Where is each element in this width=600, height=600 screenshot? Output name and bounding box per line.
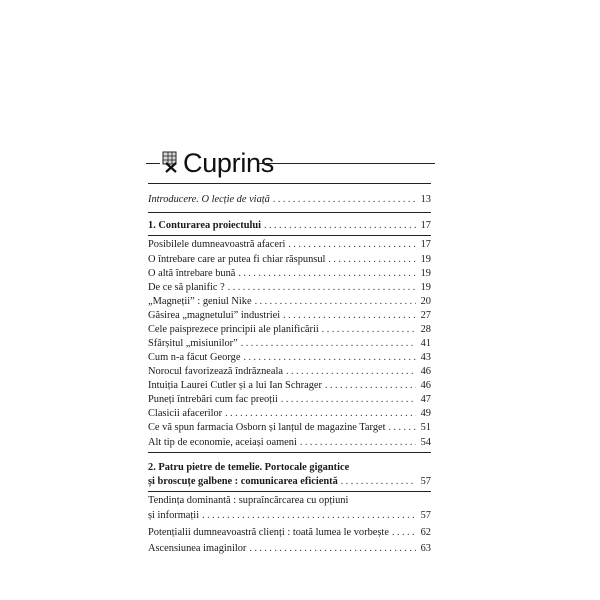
heading-rule-left [146,163,160,164]
toc-entry: „Magneții” : geniul Nike . . . 20 [148,295,431,309]
heading-rule-right [259,163,435,164]
toc-entry: Sfârșitul „misiunilor” . . . 41 [148,337,431,351]
toc-entry: Găsirea „magnetului” industriei . . . 27 [148,309,431,323]
chapter-heading: 1. Conturarea proiectului . . . 17 [148,219,431,233]
toc-heading [146,146,436,180]
toc-entry: Norocul favorizează îndrăzneala . . . 46 [148,365,431,379]
toc-entry: Puneți întrebări cum fac preoții . . . 47 [148,393,431,407]
toc-entry: Clasicii afacerilor . . . 49 [148,407,431,421]
divider [148,183,431,184]
chapter-heading: 2. Patru pietre de temelie. Portocale gigantice și broscuțe galbene : comunicarea eficientă . . . 57 [148,461,431,489]
toc-entry: Cum n-a făcut George . . . 43 [148,351,431,365]
toc-entry: O întrebare care ar putea fi chiar răspunsul . . . 19 [148,253,431,267]
toc-entry-intro: Introducere. O lecție de viață . . . 13 [148,193,431,207]
toc-entry: Tendința dominantă : supraîncărcarea cu opțiuni și informații . . . 57 [148,494,431,523]
toc-entry: O altă întrebare bună . . . 19 [148,267,431,281]
divider [148,452,431,453]
toc-entry: De ce să planific ? . . . 19 [148,281,431,295]
toc-entry: Potențialii dumneavoastră clienți : toată lumea le vorbește . . . 62 [148,526,431,540]
toc-entry: Ascensiunea imaginilor . . . 63 [148,542,431,556]
toc-entry: Ce vă spun farmacia Osborn și lanțul de magazine Target . . . 51 [148,421,431,435]
divider [148,212,431,213]
toc-entry: Intuiția Laurei Cutler și a lui Ian Schrager . . . 46 [148,379,431,393]
toc-title: Cuprins [183,148,274,178]
toc-entry: Posibilele dumneavoastră afaceri . . . 17 [148,238,431,252]
divider [148,491,431,492]
table-cross-icon [161,151,179,173]
toc-entry: Cele paisprezece principii ale planificării . . . 28 [148,323,431,337]
divider [148,235,431,236]
toc-entry: Alt tip de economie, aceiași oameni . . . 54 [148,436,431,450]
